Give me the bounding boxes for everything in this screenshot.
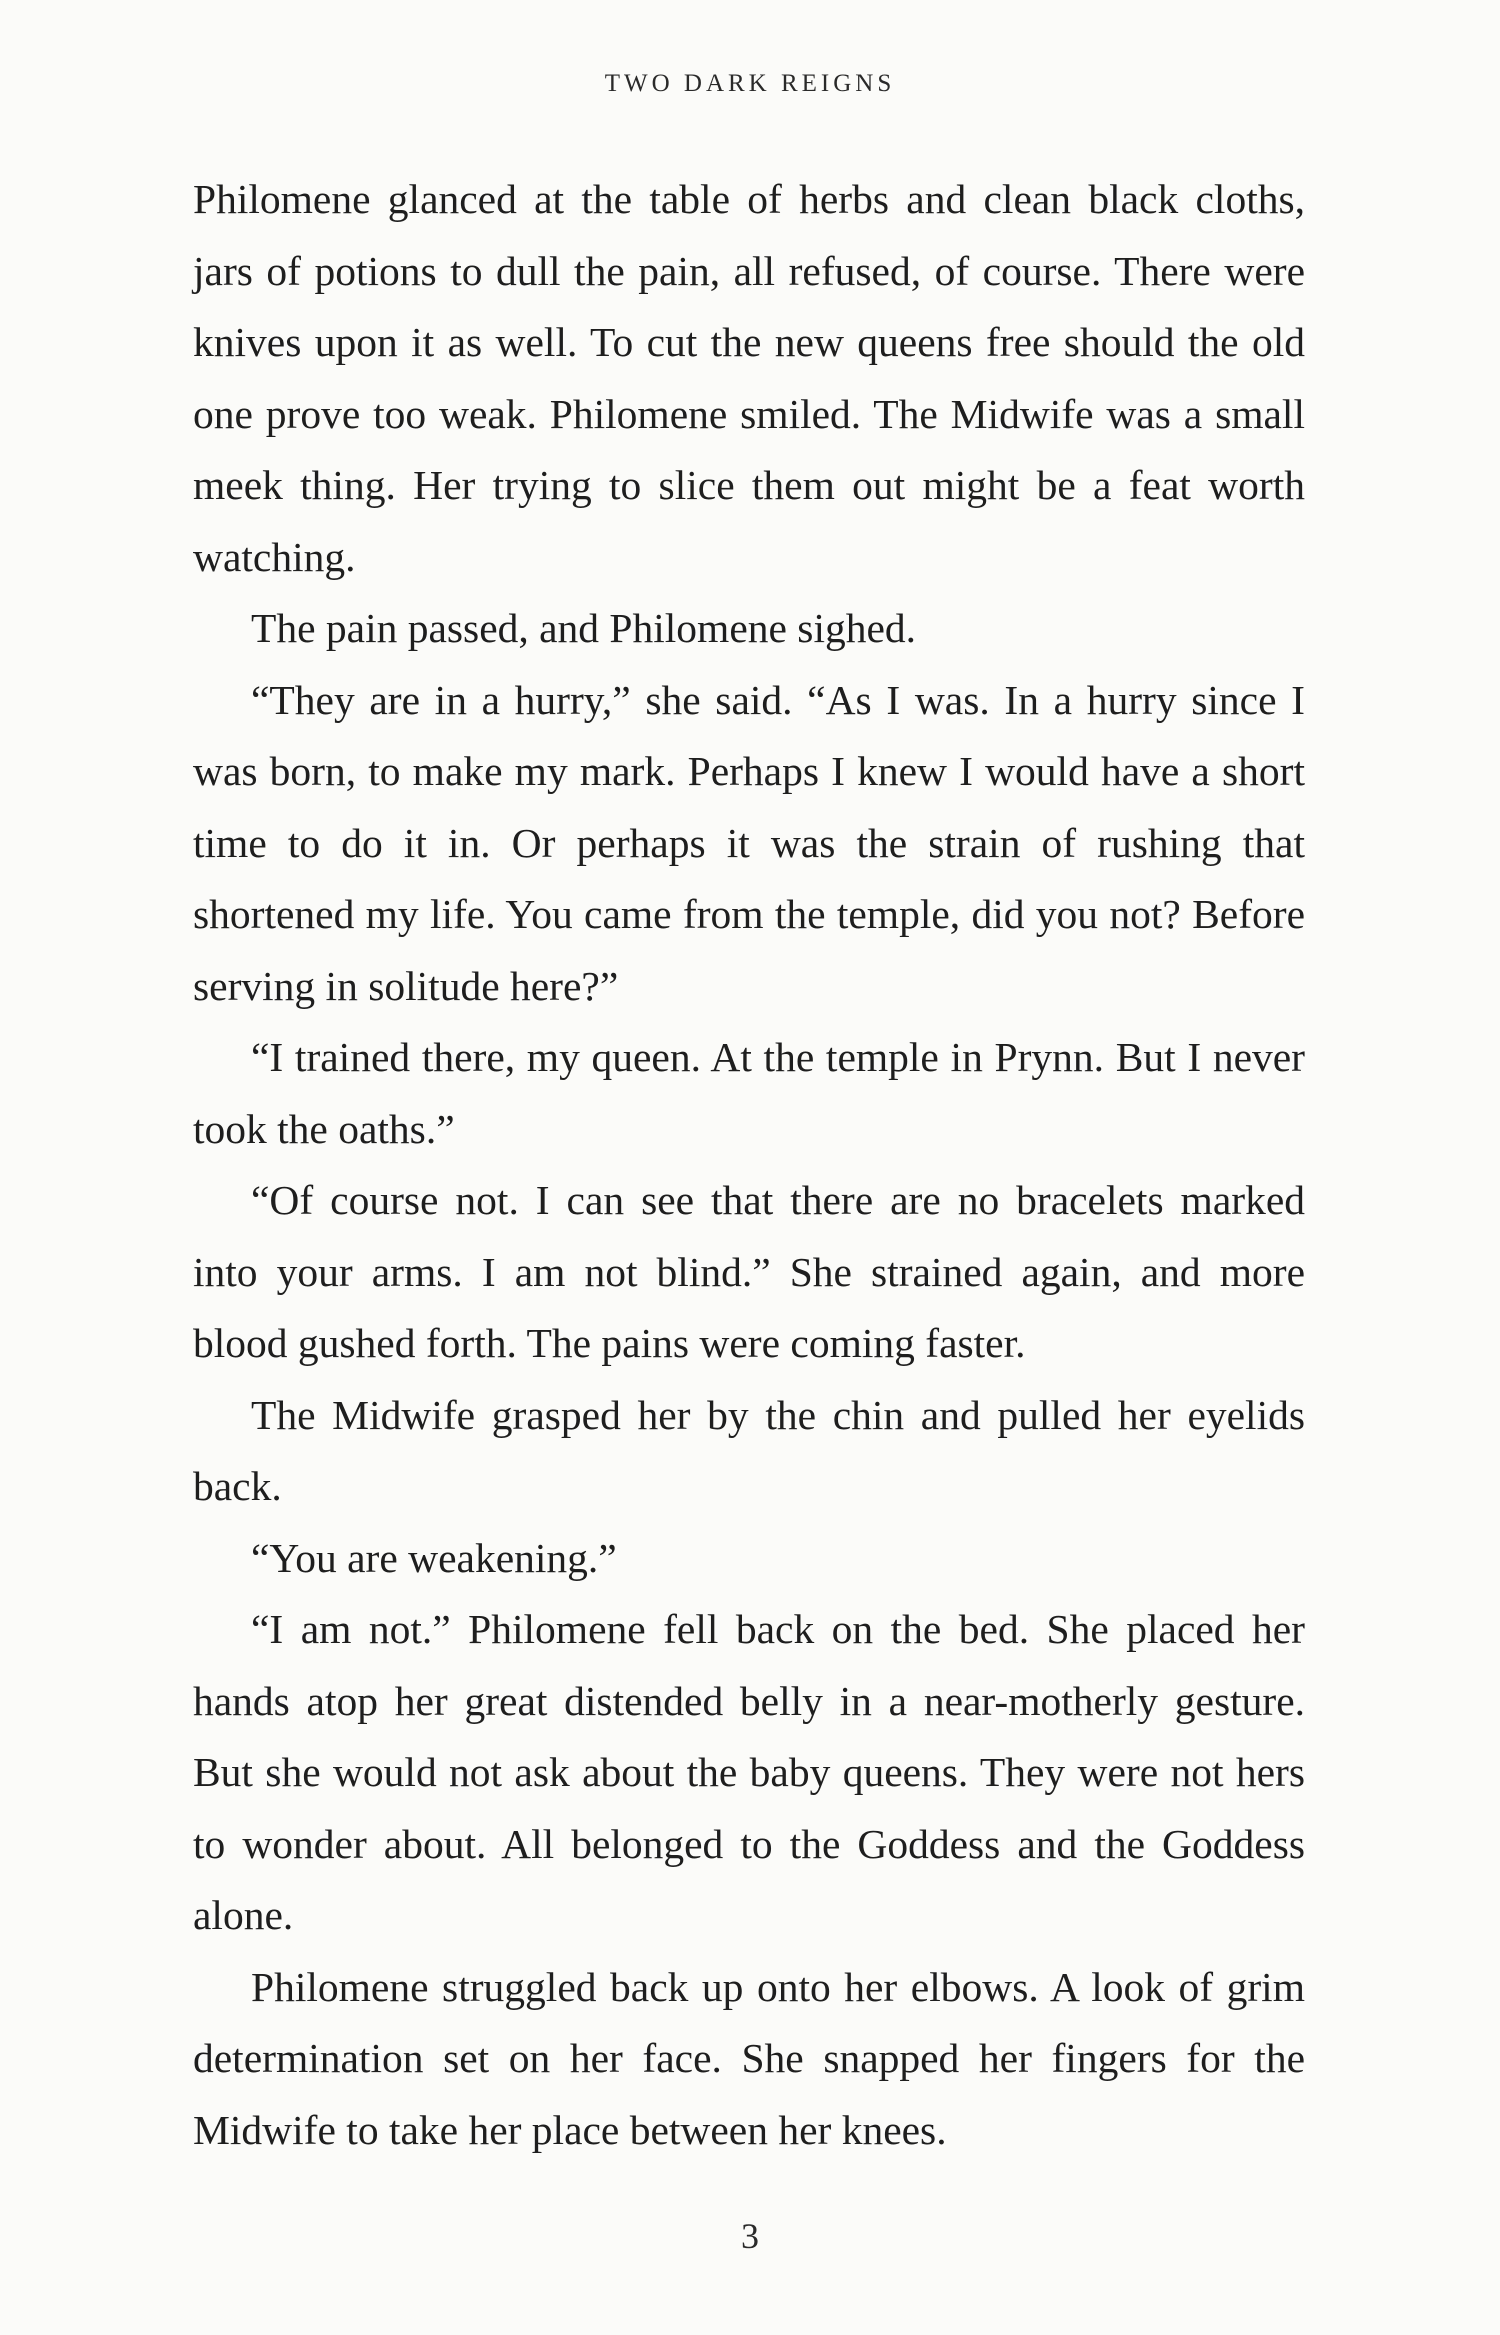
running-head: TWO DARK REIGNS [604, 70, 896, 97]
paragraph: The pain passed, and Philomene sighed. [251, 605, 917, 651]
paragraph: Philomene struggled back up onto her elbows. A look of grim determination set on her face. She snapped her fingers for the Midwife to take her place between her knees. [193, 1963, 1305, 2153]
body-text [193, 164, 1305, 2166]
paragraph: “I am not.” Philomene fell back on the bed. She placed her hands atop her great distended belly in a near-motherly gesture. But she would not ask about the baby queens. They were not hers to wonder about. All belonged to the Goddess and the Goddess alone. [193, 1606, 1305, 1938]
paragraph: “They are in a hurry,” she said. “As I was. In a hurry since I was born, to make my mark. Perhaps I knew I would have a short time to do it in. Or perhaps it was the strain of rushing that shortened my life. You came from the temple, did you not? Before serving in solitude here?” [193, 676, 1305, 1009]
paragraph: “You are weakening.” [251, 1534, 617, 1581]
page-number: 3 [741, 2216, 759, 2256]
paragraph: Philomene glanced at the table of herbs and clean black cloths, jars of potions to dull the pain, all refused, of course. There were knives upon it as well. To cut the new queens free should the old one prove too weak. Philomene smiled. The Midwife was a small meek thing. Her trying to slice them out might be a feat worth watching. [193, 176, 1305, 580]
paragraph: The Midwife grasped her by the chin and pulled her eyelids back. [193, 1391, 1305, 1509]
paragraph: “Of course not. I can see that there are no bracelets marked into your arms. I am not blind.” She strained again, and more blood gushed forth. The pains were coming faster. [193, 1177, 1305, 1366]
paragraph: “I trained there, my queen. At the temple in Prynn. But I never took the oaths.” [193, 1034, 1305, 1152]
